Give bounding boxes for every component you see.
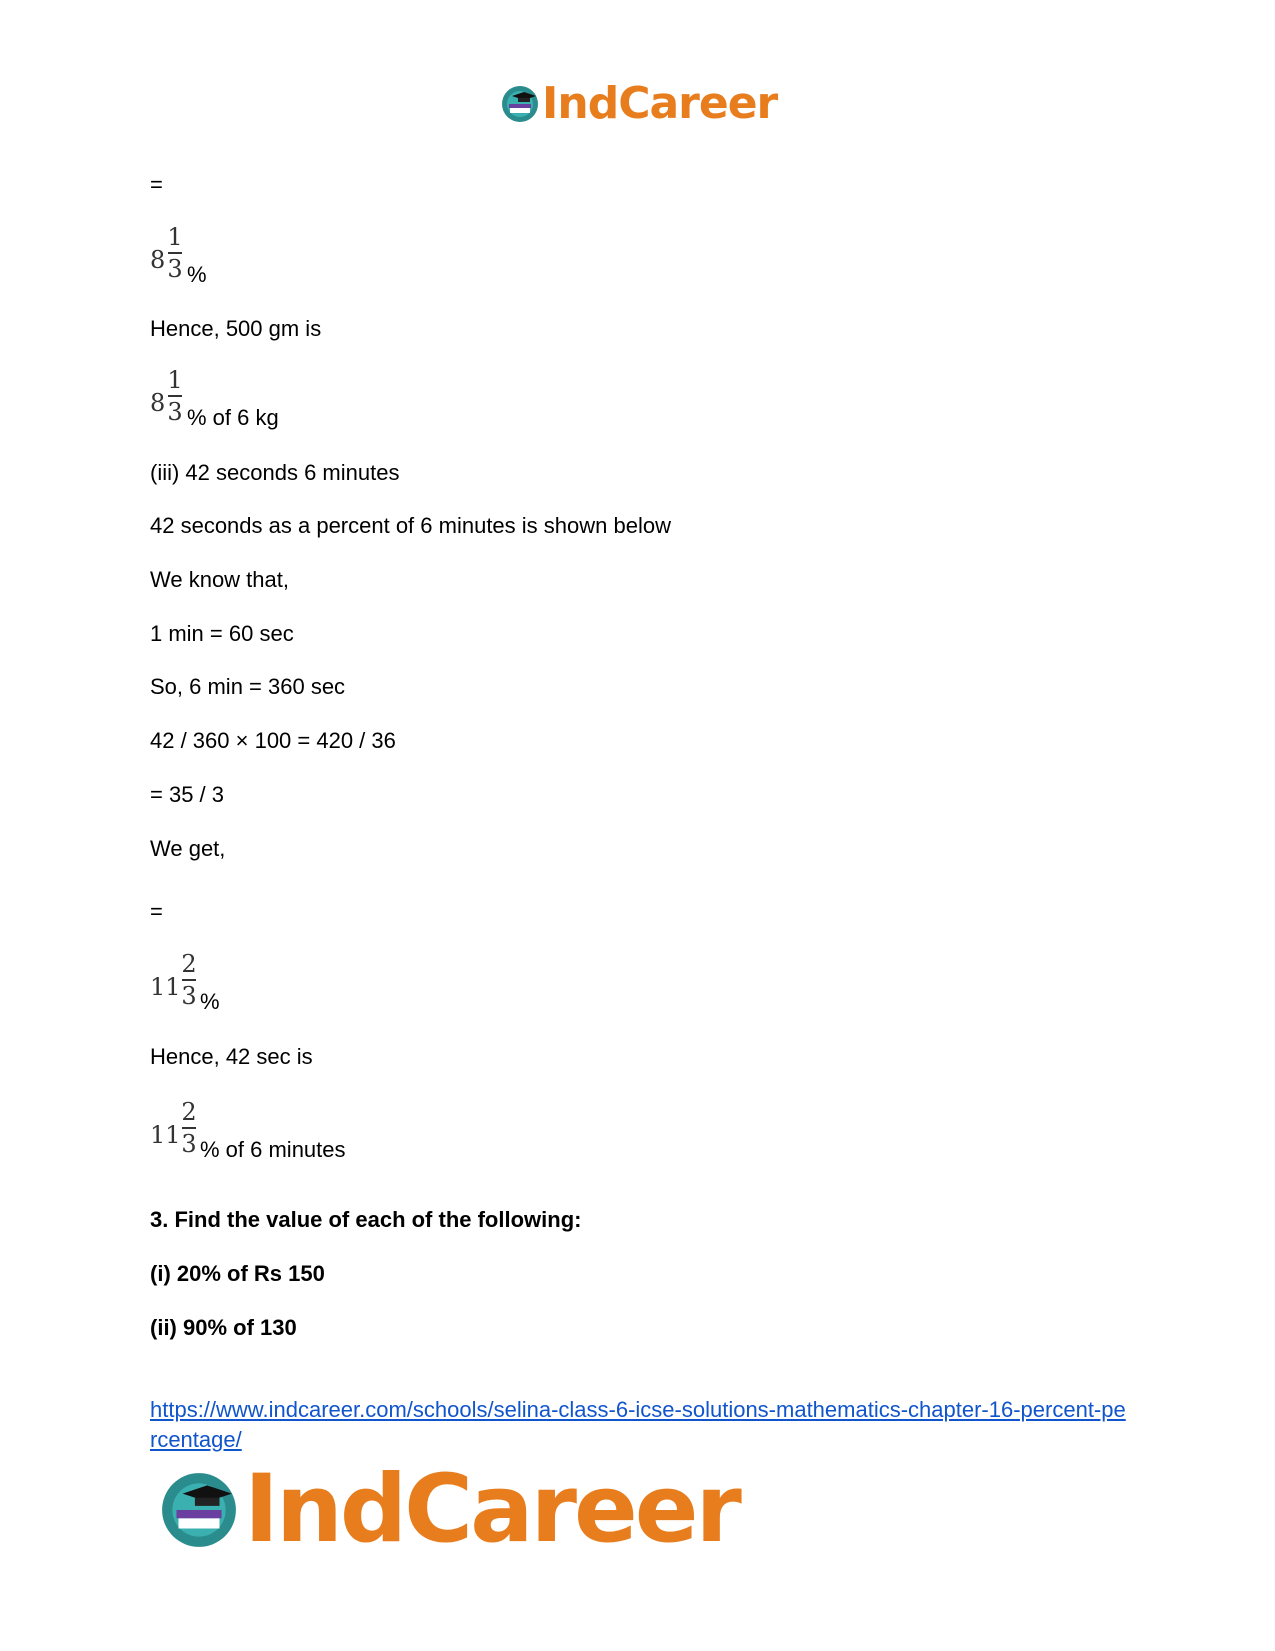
text-line: Hence, 42 sec is [150,1044,313,1069]
equals-line: = [150,172,163,197]
question-part: (ii) 90% of 130 [150,1315,297,1340]
text-line: 42 / 360 × 100 = 420 / 36 [150,728,396,753]
text-line: (iii) 42 seconds 6 minutes [150,460,400,485]
numerator: 1 [167,366,183,394]
whole-part: 11 [150,1121,181,1149]
indcareer-logo-bottom [158,1455,739,1564]
whole-part: 8 [150,389,166,417]
fraction [166,222,184,284]
graduation-globe-icon [158,1469,240,1551]
numerator: 1 [167,223,183,251]
question-heading: 3. Find the value of each of the following: [150,1207,582,1232]
whole-part: 11 [150,973,181,1001]
question-part: (i) 20% of Rs 150 [150,1261,325,1286]
text-line: So, 6 min = 360 sec [150,674,346,699]
denominator: 3 [167,254,183,283]
denominator: 3 [167,397,183,426]
fraction [180,1097,198,1159]
text-line: 1 min = 60 sec [150,621,294,646]
denominator: 3 [181,981,197,1010]
whole-part: 8 [150,246,166,274]
fraction-suffix: % of 6 kg [187,405,279,430]
fraction [180,949,198,1011]
fraction-suffix: % of 6 minutes [200,1137,346,1162]
source-link[interactable]: https://www.indcareer.com/schools/selina-class-6-icse-solutions-mathematics-chapter-16-percent-percentage/ [150,1397,1126,1452]
text-line: We get, [150,836,226,861]
numerator: 2 [181,1098,197,1126]
graduation-globe-icon [500,84,540,124]
text-line: = 35 / 3 [150,782,225,807]
text-line: We know that, [150,567,289,592]
indcareer-logo-top [500,78,777,129]
fraction-suffix: % [187,262,207,287]
brand-name: IndCareer [244,1455,739,1564]
equals-line: = [150,899,163,924]
denominator: 3 [181,1129,197,1158]
numerator: 2 [181,950,197,978]
fraction [166,365,184,427]
text-line: Hence, 500 gm is [150,316,322,341]
fraction-suffix: % [200,989,220,1014]
brand-name: IndCareer [542,78,778,129]
text-line: 42 seconds as a percent of 6 minutes is shown below [150,513,671,538]
